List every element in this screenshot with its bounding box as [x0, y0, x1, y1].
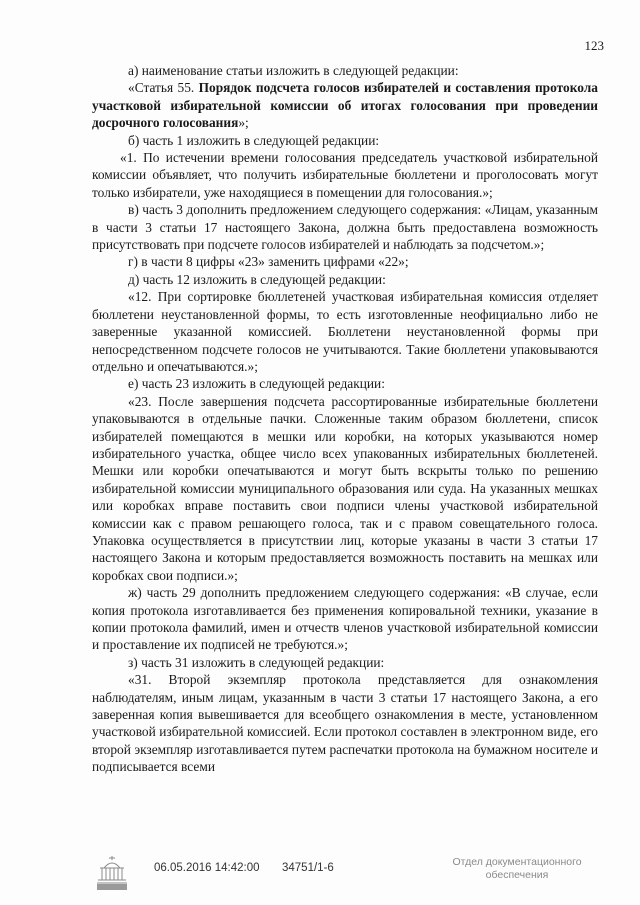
parliament-building-icon	[94, 854, 130, 892]
paragraph-b: б) часть 1 изложить в следующей редакции:	[128, 132, 380, 148]
footer-document-code: 34751/1-6	[282, 862, 334, 874]
paragraph-part-1-text: «1. По истечении времени голосования председатель участковой избирательной комиссии объявляет, что получить избирательные бюллетени и проголосовать могут только избиратели, уже находящиеся в помещении для голосования.»;	[92, 150, 598, 200]
paragraph-zh: ж) часть 29 дополнить предложением следующего содержания: «В случае, если копия протокола изготавливается без применения копировальной техники, указание в копии протокола фамилий, имен и отчеств членов участковой избирательной комиссии и проставление их подписей не требуются.»;	[92, 585, 598, 653]
paragraph-d: д) часть 12 изложить в следующей редакции:	[128, 271, 386, 287]
paragraph-g: г) в части 8 цифры «23» заменить цифрами «22»;	[128, 254, 409, 270]
page-footer	[0, 850, 640, 905]
document-body	[92, 62, 598, 776]
footer-department-stamp: Отдел документационного обеспечения	[452, 856, 582, 881]
footer-date: 06.05.2016 14:42:00	[154, 862, 260, 874]
page-number: 123	[584, 38, 604, 53]
article-title-prefix: «Статья 55.	[128, 80, 199, 96]
article-title-suffix: »;	[238, 115, 249, 131]
article-title-bold: Порядок подсчета голосов избирателей и составления протокола участковой избирательной комиссии об итогах голосования при проведении досрочного голосования	[92, 80, 598, 131]
paragraph-part-31-text: «31. Второй экземпляр протокола представляется для ознакомления наблюдателям, иным лицам, указанным в части 3 статьи 17 настоящего Закона, а его заверенная копия вывешивается для всеобщего ознакомления в месте, установленном участковой избирательной комиссией. Если протокол составлен в электронном виде, его второй экземпляр изготавливается путем распечатки протокола на бумажном носителе и подписывается всеми	[92, 672, 598, 775]
paragraph-part-12-text: «12. При сортировке бюллетеней участковая избирательная комиссия отделяет бюллетени неустановленной формы, то есть изготовленные неофициально либо не заверенные указанной комиссией. Бюллетени неустановленной формы при непосредственном подсчете голосов не учитываются. Такие бюллетени упаковываются отдельно и опечатываются.»;	[92, 289, 598, 374]
paragraph-a: а) наименование статьи изложить в следующей редакции:	[128, 63, 459, 78]
paragraph-article-title	[92, 79, 598, 131]
paragraph-z: з) часть 31 изложить в следующей редакции:	[128, 654, 385, 670]
paragraph-v: в) часть 3 дополнить предложением следующего содержания: «Лицам, указанным в части 3 статьи 17 настоящего Закона, должна быть предоставлена возможность присутствовать при подсчете голосов избирателей и наблюдать за подсчетом.»;	[92, 202, 598, 253]
paragraph-e: е) часть 23 изложить в следующей редакции:	[128, 376, 385, 392]
paragraph-part-23-text: «23. После завершения подсчета рассортированные избирательные бюллетени упаковываются в отдельные пачки. Сложенные таким образом бюллетени, список избирателей помещаются в мешки или коробки, на которых указываются номер избирательного участка, общее число всех упакованных избирательных бюллетеней. Мешки или коробки опечатываются и могут быть вскрыты только по решению избирательной комиссии муниципального образования или суда. На указанных мешках или коробках вправе поставить свои подписи члены участковой избирательной комиссии как с правом решающего голоса, так и с правом совещательного голоса. Упаковка осуществляется в присутствии лиц, которые указаны в части 3 статьи 17 настоящего Закона и которым предоставляется возможность поставить на мешках или коробках свои подписи.»;	[92, 393, 598, 583]
